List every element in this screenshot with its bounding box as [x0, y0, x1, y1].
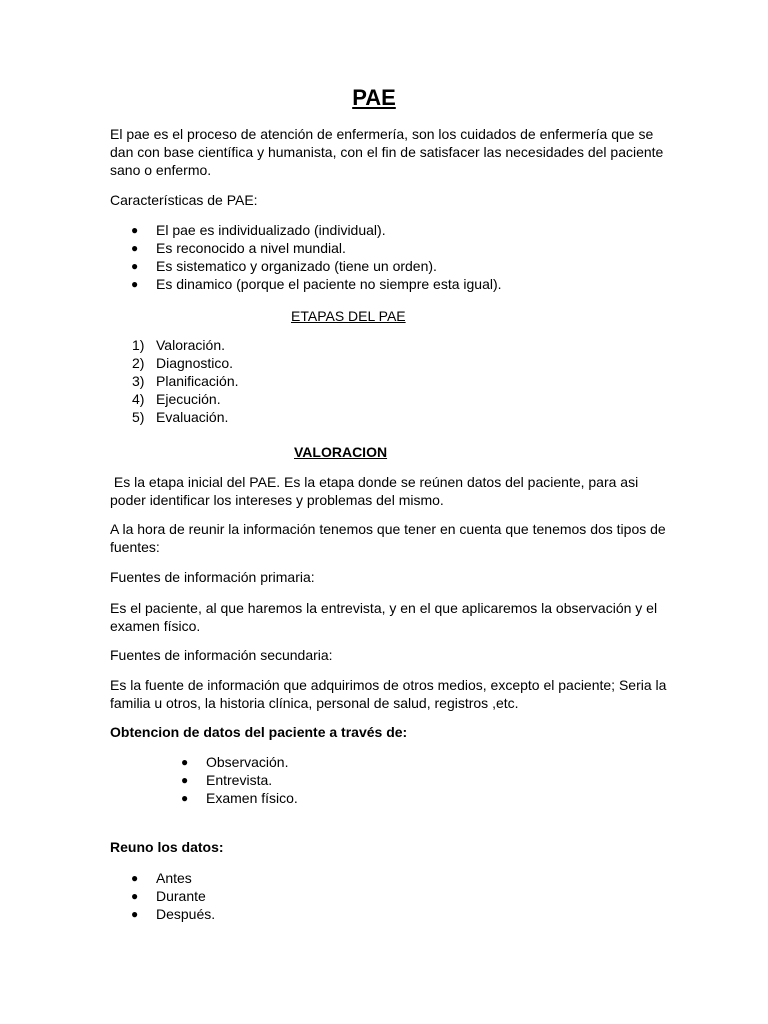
list-item: 5) Evaluación. [132, 409, 229, 425]
valoracion-paragraph-1: Es la etapa inicial del PAE. Es la etapa donde se reúnen datos del paciente, para asi poder identificar los intereses y problemas del mismo. [110, 474, 643, 508]
list-item: ● Es sistematico y organizado (tiene un orden). [131, 258, 437, 274]
list-item: 2) Diagnostico. [132, 355, 234, 371]
list-item: ● Durante [131, 888, 206, 904]
list-item: ● El pae es individualizado (individual). [131, 222, 386, 238]
bullet-icon: ● [131, 223, 139, 237]
bullet-icon: ● [131, 277, 139, 291]
list-item: ● Observación. [181, 754, 289, 770]
etapas-list [110, 336, 670, 426]
bullet-icon: ● [181, 773, 189, 787]
list-item: ● Después. [131, 906, 216, 922]
bullet-icon: ● [181, 755, 189, 769]
fuentes-secundaria-heading: Fuentes de información secundaria: [110, 647, 333, 663]
bullet-icon: ● [131, 259, 139, 273]
list-item: ● Antes [131, 870, 192, 886]
valoracion-heading: VALORACION [294, 444, 388, 460]
list-item: ● Examen físico. [181, 790, 298, 806]
fuentes-primaria-text: Es el paciente, al que haremos la entrevista, y en el que aplicaremos la observación y el examen físico. [110, 600, 658, 634]
bullet-icon: ● [131, 907, 139, 921]
etapas-heading: ETAPAS DEL PAE [291, 308, 406, 324]
list-item: ● Entrevista. [181, 772, 273, 788]
bullet-icon: ● [181, 791, 189, 805]
obtencion-list [110, 753, 670, 807]
list-item: ● Es reconocido a nivel mundial. [131, 240, 346, 256]
caracteristicas-list [110, 221, 670, 293]
bullet-icon: ● [131, 241, 139, 255]
list-item: 3) Planificación. [132, 373, 239, 389]
reuno-list [110, 869, 670, 923]
valoracion-paragraph-2: A la hora de reunir la información tenemos que tener en cuenta que tenemos dos tipos de fuentes: [110, 521, 666, 555]
list-item: ● Es dinamico (porque el paciente no siempre esta igual). [131, 276, 502, 292]
obtencion-heading: Obtencion de datos del paciente a través de: [110, 724, 408, 740]
reuno-heading: Reuno los datos: [110, 839, 224, 855]
fuentes-primaria-heading: Fuentes de información primaria: [110, 569, 315, 585]
bullet-icon: ● [131, 889, 139, 903]
fuentes-secundaria-text: Es la fuente de información que adquirimos de otros medios, excepto el paciente; Seria la familia u otros, la historia clínica, personal de salud, registros ,etc. [110, 677, 667, 711]
list-item: 4) Ejecución. [132, 391, 221, 407]
list-item: 1) Valoración. [132, 337, 226, 353]
page-title: PAE [352, 85, 396, 110]
intro-paragraph: El pae es el proceso de atención de enfermería, son los cuidados de enfermería que se dan con base científica y humanista, con el fin de satisfacer las necesidades del paciente sano o enfermo. [110, 126, 664, 178]
bullet-icon: ● [131, 871, 139, 885]
caracteristicas-heading: Características de PAE: [110, 192, 258, 208]
